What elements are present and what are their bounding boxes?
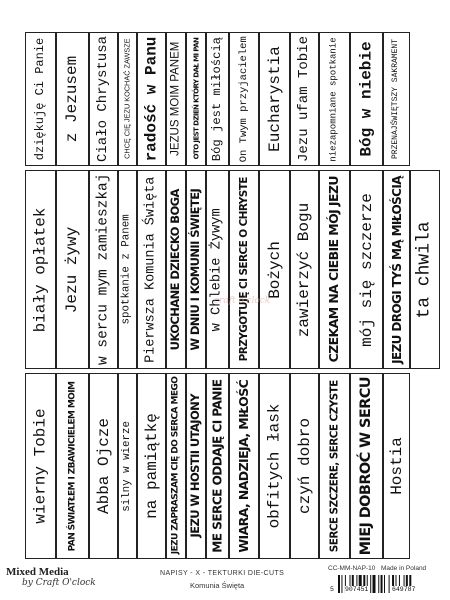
brand-logo [6,566,96,596]
barcode-bar [381,575,383,593]
product-subtitle: Komunia Święta [190,581,245,590]
barcode-bar [338,575,340,593]
label-strip [259,170,290,369]
label-strip-text: biały opłatek [31,207,50,332]
label-strip [383,170,410,369]
label-strip-text: UKOCHANE DZIECKO BOGA [168,188,183,351]
label-strip [319,32,350,166]
barcode-bar [341,575,342,593]
label-strip [206,170,229,369]
label-strip [25,32,56,166]
label-strip-text: Hostia [387,437,406,495]
label-strip-text: SERCE SZCZERE, SERCE CZYSTE [328,380,341,552]
brand-subtitle: by Craft O'clock [22,578,96,588]
label-strip [259,32,290,166]
label-strip-text: JEZUS MOIM PANEM [169,41,182,157]
label-strip-text: w Chlebie Żywym [209,207,225,332]
label-strip [25,170,56,369]
barcode-digits-left: 907451 [345,586,369,593]
label-strip [229,373,259,559]
label-strip-text: zawierzyć Bogu [295,202,314,337]
label-strip [259,373,290,559]
label-strip [166,373,186,559]
label-strip-text: JEZU DROGI TYŚ MĄ MIŁOŚCIĄ [389,175,404,364]
label-strip-text: mój się szczerze [357,192,376,347]
label-strip [186,170,206,369]
label-strip [137,32,166,166]
label-strip [89,32,118,166]
label-strip-text: w sercu mym zamieszkaj [95,173,112,366]
label-strip [118,32,137,166]
label-strip-text: z Jezusem [63,55,82,143]
label-strip-text: dziękuję Ci Panie [33,37,48,161]
label-strip-text: obfitych łask [265,403,284,529]
label-strip-text: Jezu ufam Tobie [296,35,313,163]
barcode-bar [389,575,390,593]
barcode-digits-right: 649787 [392,586,416,593]
label-strip [118,170,137,369]
label-strip [25,373,56,559]
label-strip [350,32,383,166]
label-strip [56,170,89,369]
label-strip-text: Abba Ojcze [94,417,113,515]
watermark-text: craft o'clock [214,296,271,306]
label-strip-text: PAN ŚWIATŁEM I ZBAWICIELEM MOIM [67,381,78,551]
label-strip-text: Ciało Chrystusa [95,35,112,163]
label-strip [89,170,118,369]
sku-code: CC-MM-NAP-10 [328,565,376,572]
label-strip [290,170,319,369]
label-strip-text: OTO JEST DZIEŃ KTÓRY DAŁ MI PAN [191,38,201,160]
label-strip-text: ME SERCE ODDAJĘ CI PANIE [210,379,225,553]
label-strip [206,373,229,559]
label-strip [319,170,350,369]
label-strip [350,373,383,559]
label-strip [56,373,89,559]
label-strip [383,32,410,166]
label-strip-text: CHCĘ CIĘ JEZU KOCHAĆ ZAWSZE [122,38,132,160]
label-strip [206,32,229,166]
barcode-bar [384,575,385,593]
label-strip [350,170,383,369]
brand-name: Mixed Media [6,566,69,578]
label-strip-text: radość w Panu [142,36,161,162]
label-strip [56,32,89,166]
label-strip-text: niezapomniane spotkanie [329,36,340,162]
label-strip-text: Bóg w niebie [357,41,376,157]
label-strip-text: WIARA, NADZIEJA, MIŁOŚĆ [235,379,251,553]
label-strip-text: PRZENAJŚWIĘTSZY SAKRAMENT [391,38,401,160]
label-strip-text: CZEKAM NA CIEBIE MÓJ JEZU [326,176,342,363]
label-strip-text: spotkanie z Panem [121,214,134,325]
barcode-digit-first: 5 [330,586,334,593]
label-strip [229,170,259,369]
label-strip-text: W DNIU I KOMUNII ŚWIĘTEJ [188,188,203,351]
label-strip-text: JEZU ZAPRASZAM CIĘ DO SERCA MEGO [170,377,181,555]
label-strip [137,373,166,559]
label-strip-text: Bóg jest miłością [210,36,225,162]
label-strip [186,32,206,166]
barcode-bar [378,575,379,593]
label-strip-text: MIEJ DOBROĆ W SERCU [358,376,375,556]
label-strip [118,373,137,559]
barcode-bar [373,575,376,593]
label-strip-text: Eucharystia [265,46,284,152]
label-strip-text: na pamiątkę [142,413,161,519]
label-strip-text: wierny Tobie [31,408,50,524]
label-strip-text: Bożych [265,240,284,299]
label-strip [166,170,186,369]
label-strip [89,373,118,559]
label-strip [137,170,166,369]
label-strip [229,32,259,166]
label-strip [186,373,206,559]
label-strip-text: JEZU W HOSTII UTAJONY [188,394,203,538]
label-strip [410,170,440,369]
label-strip [290,32,319,166]
label-strip-text: PRZYGOTUJĘ CI SERCE O CHRYSTE [237,177,250,362]
label-strip-text: Pierwsza Komunia Święta [143,176,159,363]
made-in-label: Made in Poland [381,565,427,572]
barcode-bar [370,575,371,593]
label-strip-text: czyń dobro [295,417,314,515]
label-strip [290,373,319,559]
label-strip-text: On Twym przyjacielem [237,35,250,163]
label-strip [383,373,410,559]
product-code-label: NAPISY - X - TEKTURKI DIE-CUTS [160,570,285,577]
label-strip [319,373,350,559]
label-strip-text: ta chwila [415,220,435,319]
label-strip-text: silny w wierze [121,420,134,512]
label-strip-text: Jezu żywy [63,226,82,313]
label-strip [166,32,186,166]
